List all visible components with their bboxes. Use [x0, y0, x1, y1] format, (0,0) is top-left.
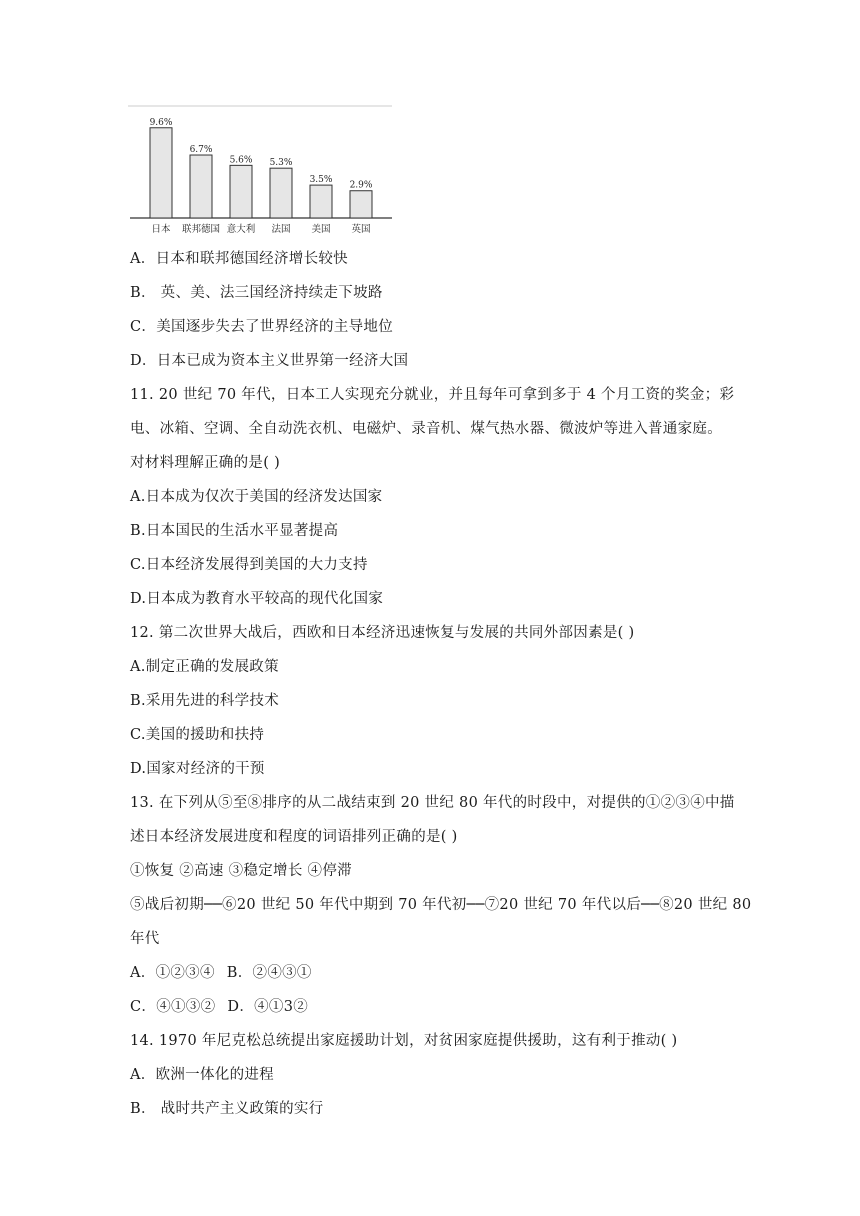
q11-option-d: D.日本成为教育水平较高的现代化国家	[130, 591, 384, 607]
q10-option-a: A．日本和联邦德国经济增长较快	[130, 251, 348, 267]
q13-periods-line-2: 年代	[130, 931, 160, 947]
q10-option-d: D．日本已成为资本主义世界第一经济大国	[130, 353, 409, 369]
q10-option-c: C．美国逐步失去了世界经济的主导地位	[130, 319, 393, 335]
q11-option-b: B.日本国民的生活水平显著提高	[130, 523, 339, 539]
bar-3	[270, 168, 292, 218]
q13-options-row-1	[130, 961, 312, 982]
bar-value-label-1: 6.7%	[189, 145, 213, 156]
bar-1	[190, 155, 212, 218]
q11-stem-line-3: 对材料理解正确的是( )	[130, 455, 281, 471]
bar-value-label-0: 9.6%	[149, 117, 173, 128]
q11-option-c: C.日本经济发展得到美国的大力支持	[130, 557, 368, 573]
category-label-1: 联邦德国	[181, 224, 221, 235]
q13-options-row-2	[130, 995, 308, 1016]
category-label-4: 美国	[311, 224, 331, 235]
q12-stem: 12. 第二次世界大战后，西欧和日本经济迅速恢复与发展的共同外部因素是( )	[130, 625, 635, 641]
q12-option-c: C.美国的援助和扶持	[130, 727, 265, 743]
q14-stem: 14. 1970 年尼克松总统提出家庭援助计划，对贫困家庭提供援助，这有利于推动( )	[130, 1033, 678, 1049]
q14-option-a: A．欧洲一体化的进程	[130, 1067, 274, 1083]
bar-2	[230, 165, 252, 218]
q11-stem-line-1: 11. 20 世纪 70 年代，日本工人实现充分就业，并且每年可拿到多于 4 个月工资的奖金；彩	[130, 387, 735, 403]
q12-option-b: B.采用先进的科学技术	[130, 693, 280, 709]
q13-periods-line-1: ⑤战后初期──⑥20 世纪 50 年代中期到 70 年代初──⑦20 世纪 70 年代以后──⑧20 世纪 80	[130, 897, 752, 913]
q10-option-b: B． 英、美、法三国经济持续走下坡路	[130, 285, 383, 301]
bar-value-label-3: 5.3%	[269, 158, 293, 169]
q14-option-b: B． 战时共产主义政策的实行	[130, 1101, 324, 1117]
category-label-5: 英国	[351, 224, 371, 235]
q12-option-a: A.制定正确的发展政策	[130, 659, 279, 675]
growth-bar-chart	[128, 104, 394, 238]
q11-stem-line-2: 电、冰箱、空调、全自动洗衣机、电磁炉、录音机、煤气热水器、微波炉等进入普通家庭。	[130, 421, 722, 437]
q12-option-d: D.国家对经济的干预	[130, 761, 265, 777]
bar-value-label-2: 5.6%	[229, 155, 253, 166]
q13-option-a: A．①②③④	[130, 965, 215, 981]
q11-option-a: A.日本成为仅次于美国的经济发达国家	[130, 489, 383, 505]
q13-words: ①恢复 ②高速 ③稳定增长 ④停滞	[130, 863, 352, 879]
bar-0	[150, 128, 172, 218]
category-label-3: 法国	[271, 224, 291, 235]
q13-stem-line-1: 13. 在下列从⑤至⑧排序的从二战结束到 20 世纪 80 年代的时段中，对提供的①②③④中描	[130, 795, 735, 811]
q13-option-b: B．②④③①	[226, 965, 312, 981]
category-label-0: 日本	[151, 224, 171, 235]
q13-option-d: D．④①3②	[227, 999, 309, 1015]
category-label-2: 意大利	[226, 224, 256, 235]
bar-value-label-5: 2.9%	[349, 180, 373, 191]
q13-option-c: C．④①③②	[130, 999, 216, 1015]
bar-5	[350, 191, 372, 218]
bar-value-label-4: 3.5%	[309, 175, 333, 186]
q13-stem-line-2: 述日本经济发展进度和程度的词语排列正确的是( )	[130, 829, 458, 845]
bar-4	[310, 185, 332, 218]
